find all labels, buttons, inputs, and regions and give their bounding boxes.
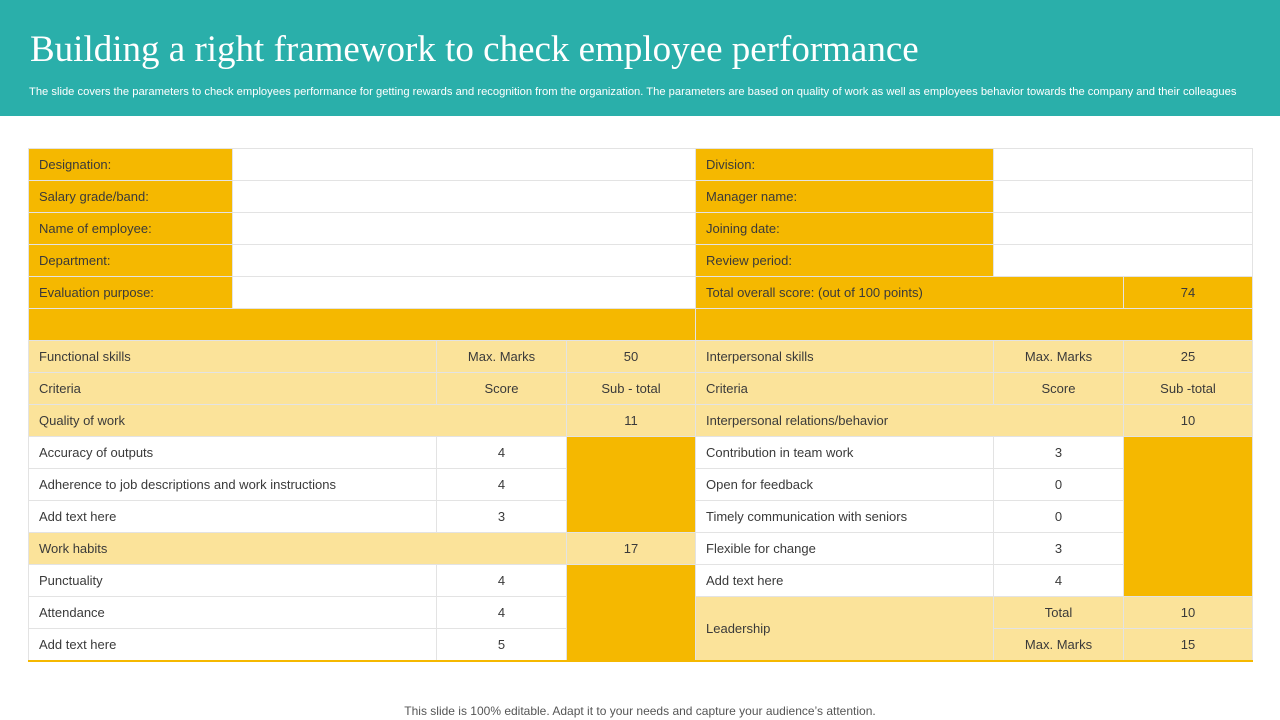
table-row [29, 405, 1253, 437]
leadership-label: Leadership [696, 597, 994, 661]
criterion-label: Accuracy of outputs [29, 437, 437, 469]
joining-date-field[interactable] [994, 213, 1253, 245]
page-subtitle: The slide covers the parameters to check employees performance for getting rewards and recognition from the organization. The parameters are based on quality of work as well as employees behavior towards the company and their colleagues [29, 86, 1237, 98]
criterion-label: Punctuality [29, 565, 437, 597]
evaluation-purpose-field[interactable] [233, 277, 696, 309]
table-row [29, 533, 1253, 565]
table-row [29, 341, 1253, 373]
salary-grade-field[interactable] [233, 181, 696, 213]
functional-criteria-header: Criteria [29, 373, 437, 405]
functional-subtotal-header: Sub - total [567, 373, 696, 405]
designation-field[interactable] [233, 149, 696, 181]
employee-name-label: Name of employee: [29, 213, 233, 245]
leadership-total-value: 10 [1124, 597, 1253, 629]
table-row [29, 213, 1253, 245]
leadership-total-label: Total [994, 597, 1124, 629]
leadership-max-value: 15 [1124, 629, 1253, 661]
review-period-field[interactable] [994, 245, 1253, 277]
footer-note: This slide is 100% editable. Adapt it to your needs and capture your audience’s attention. [404, 704, 876, 718]
quality-of-work-group: Quality of work [29, 405, 567, 437]
subtotal-fill-block [1124, 437, 1253, 597]
total-score-value: 74 [1124, 277, 1253, 309]
functional-score-header: Score [437, 373, 567, 405]
criterion-label: Contribution in team work [696, 437, 994, 469]
manager-name-field[interactable] [994, 181, 1253, 213]
criterion-score: 0 [994, 469, 1124, 501]
subtotal-fill-block [567, 437, 696, 533]
functional-max-marks-value: 50 [567, 341, 696, 373]
salary-grade-label: Salary grade/band: [29, 181, 233, 213]
interpersonal-subtotal-header: Sub -total [1124, 373, 1253, 405]
evaluation-purpose-label: Evaluation purpose: [29, 277, 233, 309]
division-label: Division: [696, 149, 994, 181]
leadership-max-label: Max. Marks [994, 629, 1124, 661]
section-divider-right [696, 309, 1253, 341]
section-divider-left [29, 309, 696, 341]
criterion-label: Add text here [29, 629, 437, 661]
work-habits-subtotal: 17 [567, 533, 696, 565]
criterion-score: 0 [994, 501, 1124, 533]
criterion-label: Flexible for change [696, 533, 994, 565]
work-habits-group: Work habits [29, 533, 567, 565]
interpersonal-max-marks-value: 25 [1124, 341, 1253, 373]
criterion-score: 4 [994, 565, 1124, 597]
performance-table [28, 148, 1253, 662]
department-field[interactable] [233, 245, 696, 277]
interpersonal-criteria-header: Criteria [696, 373, 994, 405]
table-row [29, 437, 1253, 469]
table-row [29, 565, 1253, 597]
criterion-label: Add text here [696, 565, 994, 597]
review-period-label: Review period: [696, 245, 994, 277]
interpersonal-score-header: Score [994, 373, 1124, 405]
criterion-score: 4 [437, 437, 567, 469]
criterion-score: 5 [437, 629, 567, 661]
criterion-label: Open for feedback [696, 469, 994, 501]
joining-date-label: Joining date: [696, 213, 994, 245]
total-score-label: Total overall score: (out of 100 points) [696, 277, 1124, 309]
page-title: Building a right framework to check employee performance [30, 29, 919, 70]
table-row [29, 245, 1253, 277]
criterion-score: 4 [437, 597, 567, 629]
functional-skills-title: Functional skills [29, 341, 437, 373]
criterion-score: 4 [437, 469, 567, 501]
criterion-label: Attendance [29, 597, 437, 629]
criterion-score: 3 [994, 533, 1124, 565]
designation-label: Designation: [29, 149, 233, 181]
criterion-label: Adherence to job descriptions and work instructions [29, 469, 437, 501]
criterion-label: Timely communication with seniors [696, 501, 994, 533]
division-field[interactable] [994, 149, 1253, 181]
title-banner [0, 0, 1280, 116]
criterion-score: 4 [437, 565, 567, 597]
interpersonal-max-marks-label: Max. Marks [994, 341, 1124, 373]
table-row [29, 181, 1253, 213]
functional-max-marks-label: Max. Marks [437, 341, 567, 373]
interpersonal-relations-group: Interpersonal relations/behavior [696, 405, 1124, 437]
table-row [29, 149, 1253, 181]
criterion-label: Add text here [29, 501, 437, 533]
interpersonal-skills-title: Interpersonal skills [696, 341, 994, 373]
department-label: Department: [29, 245, 233, 277]
criterion-score: 3 [994, 437, 1124, 469]
quality-of-work-subtotal: 11 [567, 405, 696, 437]
table-row [29, 309, 1253, 341]
subtotal-fill-block [567, 565, 696, 661]
table-row [29, 277, 1253, 309]
employee-name-field[interactable] [233, 213, 696, 245]
table-row [29, 373, 1253, 405]
interpersonal-relations-subtotal: 10 [1124, 405, 1253, 437]
manager-name-label: Manager name: [696, 181, 994, 213]
criterion-score: 3 [437, 501, 567, 533]
